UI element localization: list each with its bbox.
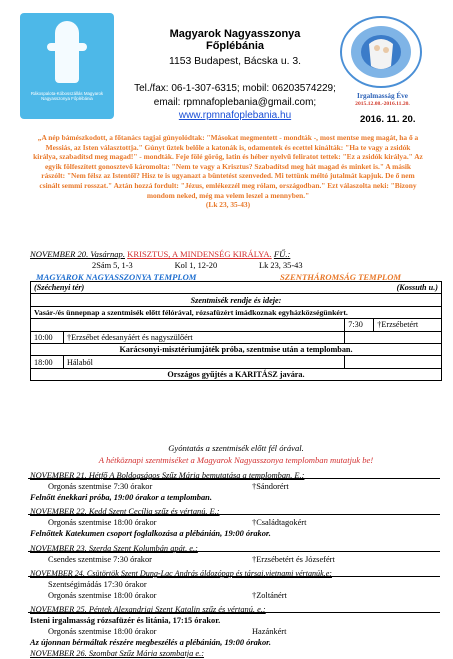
weekday-note: A hétköznapi szentmiséket a Magyarok Nagyasszonya templomban mutatjuk be! — [98, 455, 374, 465]
table-row — [31, 319, 442, 331]
day-note: Felnőtt énekkari próba, 19:00 órakor a templomban. — [30, 493, 212, 502]
table-row — [31, 282, 442, 294]
mercy-year-dates: 2015.12.08.-2016.11.20. — [355, 101, 410, 107]
mass-intention: †Erzsébet édesanyáért és nagyszülőért — [64, 331, 345, 343]
website-link[interactable]: www.rpmnafoplebania.hu — [178, 110, 292, 121]
day-mass: Orgonás szentmise 18:00 órakor — [48, 591, 157, 600]
madonna-figure-icon — [55, 21, 79, 83]
confession-note: Gyóntatás a szentmisék előtt fél órával. — [168, 443, 304, 453]
day-title: NOVEMBER 26. Szombat Szűz Mária szombatja e.: — [30, 649, 205, 658]
mass-time: 10:00 — [31, 331, 64, 343]
schedule-heading: Szentmisék rendje és ideje: — [31, 294, 442, 306]
phone-line: Tel./fax: 06-1-307-6315; mobil: 06203574229; — [134, 83, 336, 94]
day-mass: Orgonás szentmise 18:00 órakor — [48, 627, 157, 636]
day-intention: †Családtagokért — [252, 518, 307, 527]
day-mass: Orgonás szentmise 18:00 órakor — [48, 518, 157, 527]
sunday-rank: FŰ.: — [273, 249, 291, 259]
gospel-quote — [33, 133, 423, 210]
table-row — [31, 294, 442, 306]
parish-address: 1153 Budapest, Bácska u. 3. — [168, 56, 302, 67]
day-title: NOVEMBER 25. Péntek Alexandriai Szent Katalin szűz és vértanú. e.: — [30, 605, 266, 614]
bulletin-date: 2016. 11. 20. — [360, 114, 416, 125]
gospel-quote-text: „A nép bámészkodott, a főtanács tagjai gúnyolódtak: "Másokat megmentett - mondták -, most mentse meg magát, ha ő a Messiás, az Isten választottja." Gúnyt űztek belőle a katonák is, odamentek és ecettel kínálták: "Ha te vagy a zsidók királya, szabadítsd meg magad!" - mondták. Feje fölé görög, latin és héber nyelvű feliratot tettek: "Ez a zsidók királya." Az egyik fölfeszített gonosztevő káromolta: "Nem te vagy a Krisztus? Szabadítsd meg hát magad és minket is." A másik rászólt: "Nem félsz az Istentől? Hisz te is ugyanazt a büntetést szenveded. Mi tettünk méltó jutalmát kapjuk. De ő nem csinált semmi rosszat." Aztán hozzá fordult: "Jézus, emlékezzél meg rólam, országodban." Ezt válaszolta neki: "Bizony mondom neked, még ma velem leszel a mennyben." — [33, 133, 423, 200]
day-note: Az újonnan bérmáltak részére megbeszélés a plébánián, 19:00 órakor. — [30, 638, 272, 647]
table-row — [31, 331, 442, 343]
sunday-heading — [30, 249, 442, 260]
mass-time: 7:30 — [345, 319, 374, 331]
collection-note: Országos gyűjtés a KARITÁSZ javára. — [31, 368, 442, 380]
parish-logo — [20, 13, 114, 119]
day-intention: †Zoltánért — [252, 591, 287, 600]
gospel-quote-ref: (Lk 23, 35-43) — [205, 200, 251, 210]
rosary-note: Vasár-/és ünnepnap a szentmisék előtt félórával, rózsafüzért imádkoznak egyházközségünkért. — [31, 306, 442, 318]
day-mass: Orgonás szentmise 7:30 órakor — [48, 482, 153, 491]
day-intention: †Sándorért — [252, 482, 289, 491]
mass-intention: †Erzsébetért — [374, 319, 442, 331]
contact-block — [130, 82, 340, 123]
day-title: NOVEMBER 22. Kedd Szent Cecília szűz és vértanú. E.: — [30, 507, 220, 516]
church-right: SZENTHÁROMSÁG TEMPLOM — [280, 272, 402, 282]
day-mass-extra: Szentségimádás 17:30 órakor — [48, 580, 147, 589]
day-pre-note: Isteni irgalmasság rózsafüzér és litánia, 17:15 órakor. — [30, 616, 221, 625]
day-title: NOVEMBER 24. Csütörtök Szent Dung-Lac András áldozópap és társai,vietnami vértanúk.e: — [30, 569, 332, 578]
mass-schedule-table — [30, 281, 442, 381]
day-intention: †Erzsébetért és Józsefért — [252, 555, 335, 564]
sunday-date: NOVEMBER 20. Vasárnap. — [30, 249, 126, 259]
table-row — [31, 343, 442, 355]
sunday-readings: 2Sám 5, 1-3 Kol 1, 12-20 Lk 23, 35-43 — [92, 261, 303, 270]
day-title: NOVEMBER 23. Szerda Szent Kolumbán apát. e.: — [30, 544, 198, 553]
day-note: Felnőttek Katekumen csoport foglalkozása a plébánián, 19:00 órakor. — [30, 529, 271, 538]
church-left-location: (Széchenyi tér) — [31, 282, 345, 294]
table-row — [31, 306, 442, 318]
church-right-location: (Kossuth u.) — [345, 282, 442, 294]
email-line[interactable]: email: rpmnafoplebania@gmail.com; — [153, 96, 317, 108]
table-row — [31, 356, 442, 368]
sunday-feast: KRISZTUS, A MINDENSÉG KIRÁLYA. — [127, 249, 272, 259]
parish-title: Magyarok Nagyasszonya Főplébánia — [169, 28, 301, 52]
table-row — [31, 368, 442, 380]
day-mass: Csendes szentmise 7:30 órakor — [48, 555, 152, 564]
parish-logo-caption: Rákospalota-Kóbosszállás Magyarok Nagyasszonya Főplébánia — [30, 91, 104, 102]
day-title: NOVEMBER 21. Hétfő A Boldogságos Szűz Mária bemutatása a templomban. E.: — [30, 471, 305, 480]
church-left: MAGYAROK NAGYASSZONYA TEMPLOM — [36, 272, 197, 282]
mass-intention: Hálaból — [64, 356, 345, 368]
year-of-mercy-logo — [339, 14, 424, 90]
mercy-year-title: Irgalmasság Éve — [357, 92, 408, 100]
rehearsal-note: Karácsonyi-misztériumjáték próba, szentmise után a templomban. — [31, 343, 442, 355]
day-intention: Hazánkért — [252, 627, 287, 636]
mass-time: 18:00 — [31, 356, 64, 368]
